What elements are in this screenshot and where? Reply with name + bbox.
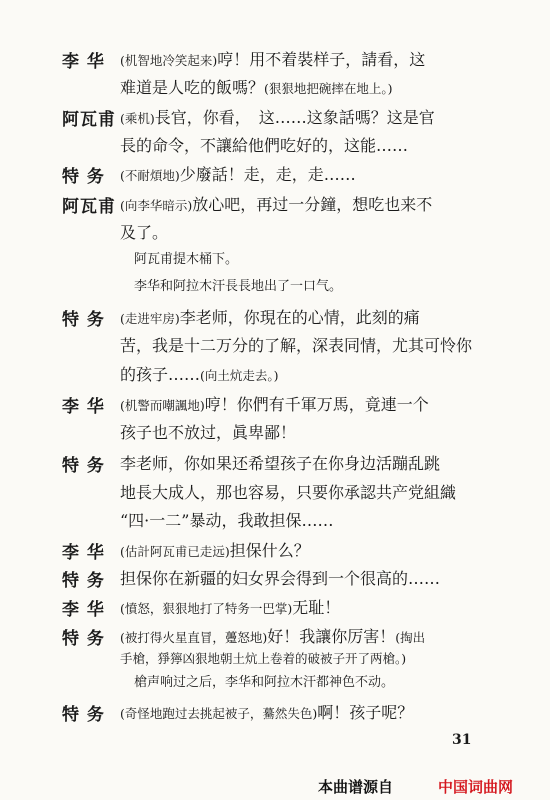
dialogue-text [120,595,340,618]
dialogue-text [120,624,425,647]
speaker-name: 特 务 [62,456,105,476]
stage-direction-inline: (不耐煩地) [120,168,180,183]
dialogue-segment: 担保什么？ [229,541,310,560]
stage-direction-inline: (向李华暗示) [120,198,193,213]
stage-direction-inline: (乘机) [120,111,155,126]
dialogue-text [120,508,333,531]
stage-direction: 阿瓦甫提木桶下。 [134,252,239,267]
dialogue-text [120,451,440,474]
dialogue-segment: 好！我讓你厉害！ [267,627,396,646]
speaker-name: 李 华 [62,52,105,72]
dialogue-text [120,162,356,185]
dialogue-text [120,192,432,215]
dialogue-text [120,538,310,561]
speaker-name: 阿瓦甫 [62,110,116,130]
dialogue-text [120,362,279,385]
dialogue-segment: 長官，你看， 这……这象話嗎？这是官 [154,108,435,127]
dialogue-text [120,105,435,128]
speaker-name: 特 务 [62,571,105,591]
dialogue-segment: 長的命令，不讓給他們吃好的，这能…… [120,136,409,155]
stage-direction-inline: (奇怪地跑过去挑起被子，驀然失色) [120,706,318,721]
dialogue-segment: 担保你在新疆的妇女界会得到一个很高的…… [120,569,441,588]
dialogue-segment: 的孩子…… [120,365,201,384]
stage-direction: 槍声响过之后，李华和阿拉木汗都神色不动。 [134,675,395,690]
stage-direction-inline: (机警而嘲諷地) [120,398,205,413]
dialogue-segment: 苦，我是十二万分的了解，深表同情，尤其可怜你 [120,336,473,355]
dialogue-text [120,392,429,415]
dialogue-text [120,220,168,243]
stage-direction-inline: (被打得火星直冒，躉怒地) [120,630,268,645]
speaker-name: 阿瓦甫 [62,197,116,217]
dialogue-text [120,480,456,503]
dialogue-segment: 地長大成人，那也容易，只要你承認共产党組織 [120,483,457,502]
dialogue-text [120,420,296,443]
dialogue-segment: 无耻！ [292,598,341,617]
dialogue-segment: 难道是人吃的飯嗎？ [120,78,265,97]
stage-direction-inline: (狠狠地把碗摔在地上。) [264,81,393,96]
dialogue-segment: 哼！用不着裝样子，請看，这 [217,50,426,69]
stage-direction-inline: (向土炕走去。) [200,368,279,383]
speaker-name: 李 华 [62,600,105,620]
stage-direction: 李华和阿拉木汗長長地出了一口气。 [134,279,343,294]
stage-direction-inline: (机智地冷笑起来) [120,53,218,68]
stage-direction-inline: (掏出 [395,630,426,645]
dialogue-text [120,566,440,589]
dialogue-text [120,47,425,70]
speaker-name: 李 华 [62,543,105,563]
speaker-name: 特 务 [62,629,105,649]
stage-direction-inline: (估計阿瓦甫已走远) [120,544,230,559]
footer-site-name: 中国词曲网 [438,778,514,796]
footer-source-label: 本曲谱源自 [318,778,394,796]
dialogue-segment: 李老师，你如果还希望孩子在你身边活蹦乱跳 [120,454,441,473]
dialogue-segment: 及了。 [120,223,169,242]
dialogue-text [120,648,406,667]
stage-direction-inline: (走进牢房) [120,311,180,326]
dialogue-segment: 哼！你們有千軍万馬，竟連一个 [204,395,429,414]
dialogue-segment: 少廢話！走，走，走…… [179,165,356,184]
dialogue-segment: 孩子也不放过，眞卑鄙！ [120,423,297,442]
speaker-name: 特 务 [62,167,105,187]
dialogue-text [120,305,420,328]
dialogue-segment: 李老师，你現在的心情，此刻的痛 [179,308,420,327]
dialogue-text [120,133,408,156]
dialogue-text [120,75,393,98]
speaker-name: 李 华 [62,397,105,417]
speaker-name: 特 务 [62,310,105,330]
dialogue-text [120,700,413,723]
dialogue-segment: 放心吧，再过一分鐘，想吃也来不 [192,195,433,214]
dialogue-text [120,333,472,356]
dialogue-segment: 啊！孩子呢？ [317,703,414,722]
stage-direction-inline: 手槍，猙獰凶狠地朝土炕上卷着的破被子开了两槍。) [120,651,407,666]
stage-direction-inline: (憤怒，狠狠地打了特务一巴掌) [120,601,293,616]
speaker-name: 特 务 [62,705,105,725]
dialogue-segment: “四·一二”暴动，我敢担保…… [120,511,334,530]
page-number: 31 [452,732,472,748]
